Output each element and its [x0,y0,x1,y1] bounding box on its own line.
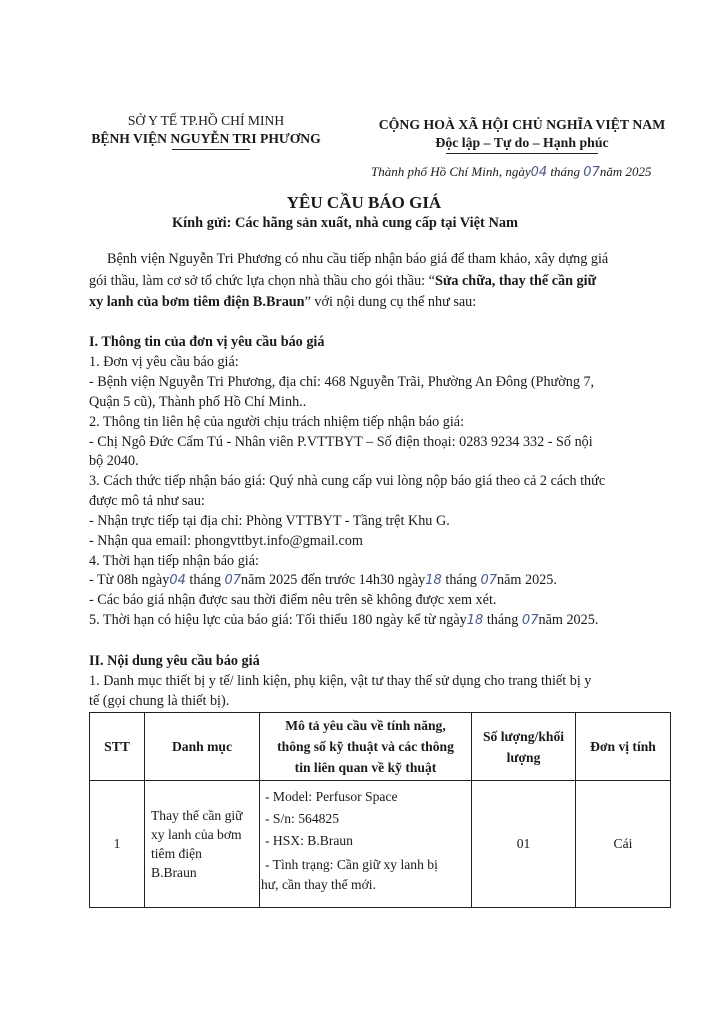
row-specs [260,781,472,908]
header-quantity [472,713,576,781]
item-4a-month-label-1: tháng [189,572,221,588]
item-4a-month-label-2: tháng [445,572,477,588]
section-1-item-1b: Quận 5 cũ), Thành phố Hồ Chí Minh.. [89,394,307,410]
section-2-item-1b: tế (gọi chung là thiết bị). [89,693,230,709]
table-row [90,781,671,908]
section-1-item-3d: - Nhận qua email: phongvttbyt.info@gmail.com [89,533,363,549]
item-5-month-label: tháng [486,612,519,628]
header-desc-line-2: thông số kỹ thuật và các thông [277,739,454,754]
section-1-item-4b: - Các báo giá nhận được sau thời điểm nêu trên sẽ không được xem xét. [89,592,497,608]
intro-line-1: Bệnh viện Nguyễn Tri Phương có nhu cầu tiếp nhận báo giá để tham khảo, xây dựng giá [107,251,609,267]
section-1-item-3: 3. Cách thức tiếp nhận báo giá: Quý nhà cung cấp vui lòng nộp báo giá theo cả 2 cách thức [89,473,606,489]
header-stt: STT [90,713,145,781]
intro-line-3 [89,293,476,312]
motto-underline [446,153,598,154]
row-item-line-2: xy lanh của bơm [151,827,242,842]
addressee: Kính gửi: Các hãng sản xuất, nhà cung cấp tại Việt Nam [171,215,519,231]
row-item-line-1: Thay thế cần giữ [151,808,243,823]
header-qty-line-2: lượng [506,749,541,765]
row-item-line-4: B.Braun [151,865,197,880]
items-table [89,712,671,908]
section-1-item-2b: bộ 2040. [89,453,139,469]
issuer-hospital: BỆNH VIỆN NGUYỄN TRI PHƯƠNG [91,131,321,146]
national-title: CỘNG HOÀ XÃ HỘI CHỦ NGHĨA VIỆT NAM [378,117,666,132]
item-4a-month1-handwritten: 07 [224,573,242,588]
row-stt: 1 [90,781,145,908]
date-month-label: tháng [550,164,581,179]
package-name-part1: Sửa chữa, thay thế cần giữ [434,273,597,289]
item-5-day-handwritten: 18 [466,613,484,628]
header-desc-line-1: Mô tả yêu cầu về tính năng, [285,718,446,733]
spec-serial: - S/n: 564825 [265,811,340,826]
header-qty-line-1: Số lượng/khối [482,728,565,744]
section-1-item-1: 1. Đơn vị yêu cầu báo giá: [89,354,239,370]
intro-line-2 [89,272,596,291]
item-4a-middle: năm 2025 đến trước 14h30 ngày [241,572,426,588]
spec-condition-2: hư, cần thay thế mới. [261,877,376,892]
date-day-handwritten: 04 [530,165,548,180]
document-title: YÊU CẦU BÁO GIÁ [286,193,442,212]
national-motto: Độc lập – Tự do – Hạnh phúc [435,135,609,150]
issuer-underline [172,149,250,150]
table-header-row [90,713,671,781]
date-line [371,164,651,180]
item-5-end: năm 2025. [538,612,599,628]
header-unit: Đơn vị tính [576,713,671,781]
item-4a-end: năm 2025. [497,572,557,588]
date-month-handwritten: 07 [583,165,600,180]
row-quantity: 01 [472,781,576,908]
item-4a-prefix: - Từ 08h ngày [89,572,170,588]
spec-model: - Model: Perfusor Space [265,789,398,804]
row-unit: Cái [576,781,671,908]
item-4a-month2-handwritten: 07 [480,573,497,588]
header-description [260,713,472,781]
section-1-item-3c: - Nhận trực tiếp tại địa chỉ: Phòng VTTBYT - Tầng trệt Khu G. [89,513,450,529]
header-desc-line-3: tin liên quan về kỹ thuật [294,760,437,775]
spec-condition-1: - Tình trạng: Cần giữ xy lanh bị [265,857,438,872]
spec-manufacturer: - HSX: B.Braun [265,833,353,848]
item-5-prefix: 5. Thời hạn có hiệu lực của báo giá: Tối thiểu 180 ngày kể từ ngày [89,612,467,628]
package-name-part2: xy lanh của bơm tiêm điện B.Braun [89,294,305,310]
section-1-item-2a: - Chị Ngô Đức Cẩm Tú - Nhân viên P.VTTBYT – Số điện thoại: 0283 9234 332 - Số nội [89,434,593,450]
date-year-label: năm 2025 [599,164,652,179]
section-1-item-2: 2. Thông tin liên hệ của người chịu trách nhiệm tiếp nhận báo giá: [89,414,465,430]
date-prefix: Thành phố Hồ Chí Minh, ngày [371,164,531,179]
section-2-item-1a: 1. Danh mục thiết bị y tế/ linh kiện, phụ kiện, vật tư thay thế sử dụng cho trang thiết bị y [89,673,592,689]
section-1-item-1a: - Bệnh viện Nguyễn Tri Phương, địa chỉ: 468 Nguyễn Trãi, Phường An Đông (Phường 7, [89,374,595,390]
section-1-item-4: 4. Thời hạn tiếp nhận báo giá: [89,553,259,569]
section-1-item-4a [89,571,557,590]
intro-end: ” với nội dung cụ thể như sau: [304,294,477,310]
section-1-item-3b: được mô tả như sau: [89,493,205,509]
section-1-item-5 [89,611,598,630]
item-4a-day2-handwritten: 18 [425,573,442,588]
header-item: Danh mục [145,713,260,781]
item-4a-day1-handwritten: 04 [169,573,186,588]
row-item-line-3: tiêm điện [151,846,202,861]
intro-text: gói thầu, làm cơ sở tổ chức lựa chọn nhà thầu cho gói thầu: “ [89,273,435,289]
issuer-department: SỞ Y TẾ TP.HỒ CHÍ MINH [127,113,285,128]
section-2-heading: II. Nội dung yêu cầu báo giá [89,653,260,669]
row-item [145,781,260,908]
section-1-heading: I. Thông tin của đơn vị yêu cầu báo giá [89,334,325,350]
item-5-month-handwritten: 07 [521,613,539,628]
